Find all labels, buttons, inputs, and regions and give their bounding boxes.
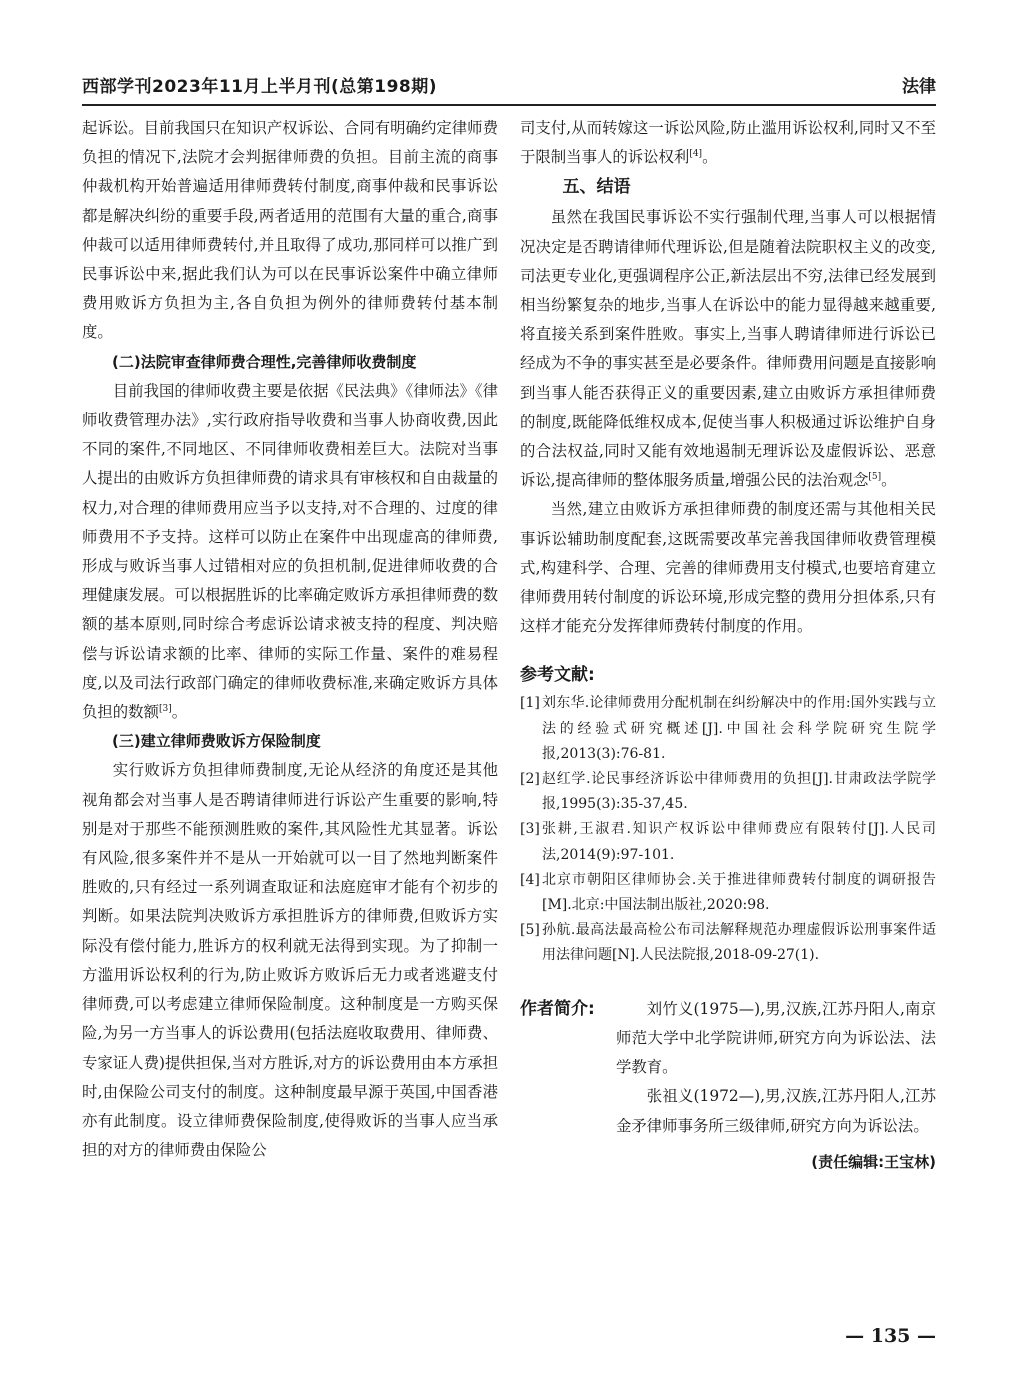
punctuation: 。	[171, 703, 188, 722]
left-column	[82, 114, 498, 1165]
citation: [5]	[868, 472, 882, 483]
paragraph	[520, 203, 936, 495]
reference-item	[520, 817, 936, 867]
paragraph	[82, 377, 498, 727]
paragraph	[520, 114, 936, 172]
paragraph-text: 目前我国的律师收费主要是依据《民法典》《律师法》《律师收费管理办法》,实行政府指导收费和当事人协商收费,因此不同的案件,不同地区、不同律师收费相差巨大。法院对当事人提出的由败诉方负担律师费的请求具有审核权和自由裁量的权力,对合理的律师费用应当予以支持,对不合理的、过度的律师费用不予支持。这样可以防止在案件中出现虚高的律师费,形成与败诉当事人过错相对应的负担机制,促进律师收费的合理健康发展。可以根据胜诉的比率确定败诉方承担律师费的数额的基本原则,同时综合考虑诉讼请求被支持的程度、判决赔偿与诉讼请求额的比率、律师的实际工作量、案件的难易程度,以及司法行政部门确定的律师收费标准,来确定败诉方具体负担的数额	[82, 381, 498, 722]
reference-item	[520, 918, 936, 968]
reference-number: [2]	[520, 771, 540, 788]
section-name: 法律	[902, 77, 936, 97]
author-bio: 张祖义(1972—),男,汉族,江苏丹阳人,江苏金矛律师事务所三级律师,研究方向为诉讼法。	[616, 1087, 936, 1135]
reference-number: [5]	[520, 922, 540, 939]
journal-title: 西部学刊2023年11月上半月刊(总第198期)	[82, 77, 437, 97]
reference-number: [3]	[520, 821, 540, 838]
author-intro-label: 作者简介:	[520, 998, 595, 1019]
reference-item	[520, 691, 936, 767]
author-bio: 刘竹义(1975—),男,汉族,江苏丹阳人,南京师范大学中北学院讲师,研究方向为诉讼法、法学教育。	[616, 999, 936, 1077]
reference-text: 北京市朝阳区律师协会.关于推进律师费转付制度的调研报告[M].北京:中国法制出版社,2020:98.	[542, 871, 936, 914]
paragraph: 当然,建立由败诉方承担律师费的制度还需与其他相关民事诉讼辅助制度配套,这既需要改革完善我国律师收费管理模式,构建科学、合理、完善的律师费用支付模式,也要培育建立律师费用转付制度的诉讼环境,形成完整的费用分担体系,只有这样才能充分发挥律师费转付制度的作用。	[520, 500, 936, 636]
right-column	[520, 114, 936, 1175]
punctuation: 。	[702, 148, 718, 167]
references-title: 参考文献:	[520, 665, 595, 686]
editor-credit: (责任编辑:王宝林)	[811, 1152, 936, 1171]
paragraph: 起诉讼。目前我国只在知识产权诉讼、合同有明确约定律师费负担的情况下,法院才会判据律师费的负担。目前主流的商事仲裁机构开始普遍适用律师费转付制度,商事仲裁和民事诉讼都是解决纠纷的重要手段,两者适用的范围有大量的重合,商事仲裁可以适用律师费转付,并且取得了成功,那同样可以推广到民事诉讼中来,据此我们认为可以在民事诉讼案件中确立律师费用败诉方负担为主,各自负担为例外的律师费转付基本制度。	[82, 119, 498, 342]
reference-text: 刘东华.论律师费用分配机制在纠纷解决中的作用:国外实践与立法的经验式研究概述[J].中国社会科学院研究生院学报,2013(3):76-81.	[542, 695, 936, 762]
reference-text: 张耕,王淑君.知识产权诉讼中律师费应有限转付[J].人民司法,2014(9):97-101.	[542, 821, 936, 863]
page-number: — 135 —	[845, 1325, 936, 1347]
header-rule	[82, 104, 936, 106]
references-list	[520, 691, 936, 968]
paragraph-text: 虽然在我国民事诉讼不实行强制代理,当事人可以根据情况决定是否聘请律师代理诉讼,但是随着法院职权主义的改变,司法更专业化,更强调程序公正,新法层出不穷,法律已经发展到相当纷繁复杂的地步,当事人在诉讼中的能力显得越来越重要,将直接关系到案件胜败。事实上,当事人聘请律师进行诉讼已经成为不争的事实甚至是必要条件。律师费用问题是直接影响到当事人能否获得正义的重要因素,建立由败诉方承担律师费的制度,既能降低维权成本,促使当事人积极通过诉讼维护自身的合法权益,同时又能有效地遏制无理诉讼及虚假诉讼、恶意诉讼,提高律师的整体服务质量,增强公民的法治观念	[520, 208, 936, 490]
reference-number: [1]	[520, 695, 540, 712]
reference-text: 孙航.最高法最高检公布司法解释规范办理虚假诉讼刑事案件适用法律问题[N].人民法院报,2018-09-27(1).	[542, 922, 936, 964]
reference-number: [4]	[520, 871, 540, 888]
citation: [3]	[158, 703, 172, 714]
reference-item	[520, 767, 936, 817]
citation: [4]	[689, 149, 703, 160]
section-heading: 五、结语	[562, 177, 631, 198]
author-bios	[616, 995, 936, 1141]
paragraph-text: 司支付,从而转嫁这一诉讼风险,防止滥用诉讼权利,同时又不至于限制当事人的诉讼权利	[520, 119, 936, 167]
reference-item	[520, 868, 936, 918]
punctuation: 。	[881, 471, 897, 490]
reference-text: 赵红学.论民事经济诉讼中律师费用的负担[J].甘肃政法学院学报,1995(3):35-37,45.	[542, 771, 936, 813]
subsection-heading: (二)法院审查律师费合理性,完善律师收费制度	[112, 352, 417, 371]
subsection-heading: (三)建立律师费败诉方保险制度	[112, 732, 321, 751]
author-intro	[520, 995, 936, 1141]
paragraph: 实行败诉方负担律师费制度,无论从经济的角度还是其他视角都会对当事人是否聘请律师进行诉讼产生重要的影响,特别是对于那些不能预测胜败的案件,其风险性尤其显著。诉讼有风险,很多案件并不是从一开始就可以一目了然地判断案件胜败的,只有经过一系列调查取证和法庭庭审才能有个初步的判断。如果法院判决败诉方承担胜诉方的律师费,但败诉方实际没有偿付能力,胜诉方的权利就无法得到实现。为了抑制一方滥用诉讼权利的行为,防止败诉方败诉后无力或者逃避支付律师费,可以考虑建立律师保险制度。这种制度是一方购买保险,为另一方当事人的诉讼费用(包括法庭收取费用、律师费、专家证人费)提供担保,当对方胜诉,对方的诉讼费用由本方承担时,由保险公司支付的制度。这种制度最早源于英国,中国香港亦有此制度。设立律师费保险制度,使得败诉的当事人应当承担的对方的律师费由保险公	[82, 761, 498, 1160]
running-header	[82, 72, 936, 100]
